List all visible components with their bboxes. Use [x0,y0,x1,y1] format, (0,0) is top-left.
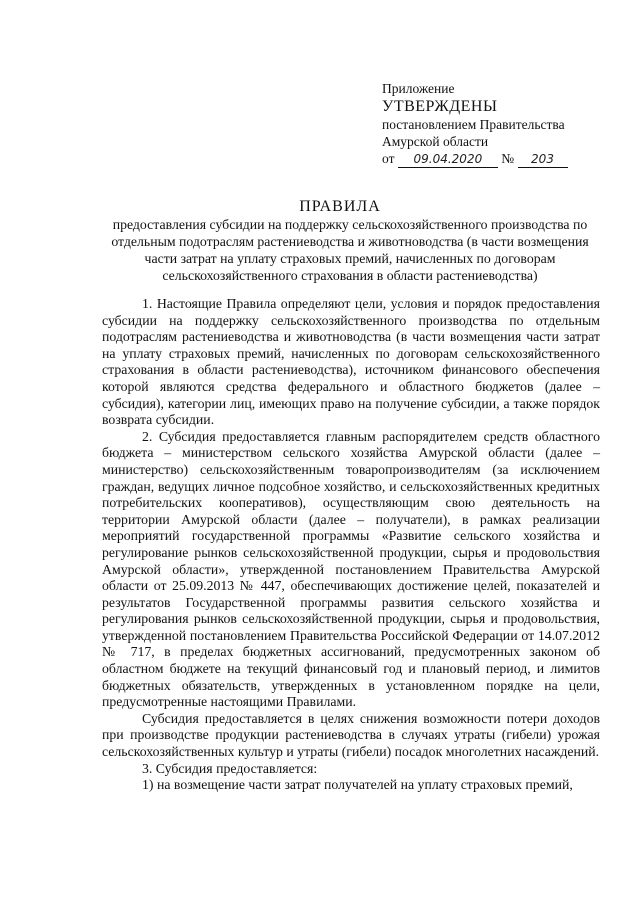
paragraph-2: 2. Субсидия предоставляется главным распорядителем средств областного бюджета – министерством сельского хозяйства Амурской области (далее – министерство) сельскохозяйственным товаропроизводителям (за исключением граждан, ведущих личное подсобное хозяйство, и сельскохозяйственных кредитных потребительских кооперативов), осуществляющим свою деятельность на территории Амурской области (далее – получатели), в рамках реализации мероприятий государственной программы «Развитие сельского хозяйства и регулирование рынков сельскохозяйственной продукции, сырья и продовольствия Амурской области», утвержденной постановлением Правительства Амурской области от 25.09.2013 № 447, обеспечивающих достижение целей, показателей и результатов Государственной программы развития сельского хозяйства и регулирования рынков сельскохозяйственной продукции, сырья и продовольствия, утвержденной постановлением Правительства Российской Федерации от 14.07.2012 № 717, в пределах бюджетных ассигнований, предусмотренных законом об областном бюджете на текущий финансовый год и плановый период, и лимитов бюджетных обязательств, утвержденных в установленном порядке на цели, предусмотренные настоящими Правилами. [102,428,600,710]
handwritten-number: 203 [518,152,568,168]
number-prefix: № [501,151,515,166]
paragraph-3: 3. Субсидия предоставляется: [142,760,318,776]
paragraph-2-purpose: Субсидия предоставляется в целях снижения возможности потери доходов при производстве продукции растениеводства в случаях утраты (гибели) урожая сельскохозяйственных культур и утраты (гибели) посадок многолетних насаждений. [102,710,600,760]
document-subtitle: предоставления субсидии на поддержку сельскохозяйственного производства по отдельным подотраслям растениеводства и животноводства (в части возмещения части затрат на уплату страховых премий, начисленных по договорам сельскохозяйственного страхования в области растениеводства) [111,217,589,283]
paragraph-1: 1. Настоящие Правила определяют цели, условия и порядок предоставления субсидии на поддержку сельскохозяйственного производства по отдельным подотраслям растениеводства и животноводства (в части возмещения части затрат на уплату страховых премий, начисленных по договорам сельскохозяйственного страхования в области растениеводства), источником финансового обеспечения которой являются средства федерального и областного бюджетов (далее – субсидия), категории лиц, имеющих право на получение субсидии, а также порядок возврата субсидии. [102,296,600,428]
document-body [102,296,600,794]
approved-label: УТВЕРЖДЕНЫ [382,98,498,115]
handwritten-date: 09.04.2020 [398,152,498,168]
region-line: Амурской области [382,134,489,149]
approved-by-line: постановлением Правительства [382,117,565,132]
approval-block [382,80,622,168]
date-number-line [382,150,622,168]
document-title: ПРАВИЛА [299,198,381,215]
paragraph-3-item-1: 1) на возмещение части затрат получателей на уплату страховых премий, [142,777,573,793]
date-prefix: от [382,151,395,166]
appendix-label: Приложение [382,81,455,96]
